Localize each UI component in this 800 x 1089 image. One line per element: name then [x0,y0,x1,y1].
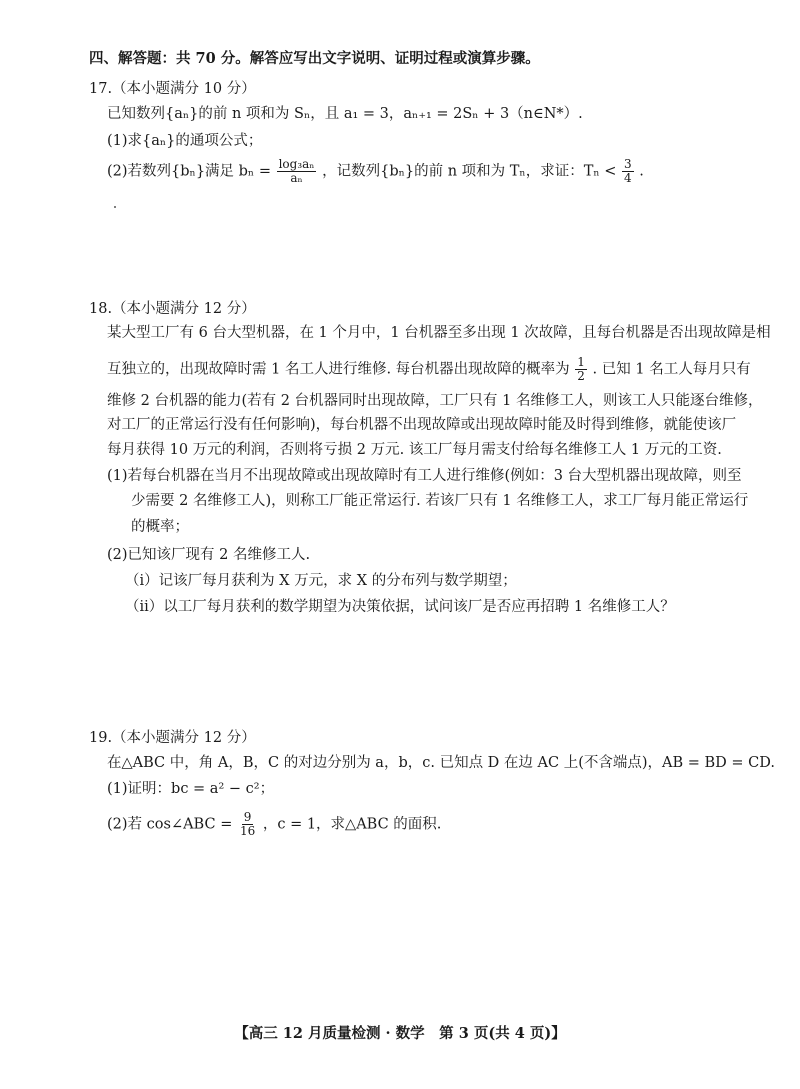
q18-part1-line2: 少需要 2 名维修工人)，则称工厂能正常运行. 若该厂只有 1 名维修工人，求工厂每月能正常运行 [131,493,749,509]
q17-fraction-three-quarters [622,158,634,185]
q19-part2-pre: (2)若 cos∠ABC = [107,816,233,833]
q18-part2-i: （ⅰ）记该厂每月获利为 X 万元，求 X 的分布列与数学期望； [125,573,517,589]
q18-line5: 每月获得 10 万元的利润，否则将亏损 2 万元. 该工厂每月需支付给每名维修工人 1 万元的工资. [107,442,722,458]
q18-line4: 对工厂的正常运行没有任何影响)，每台机器不出现故障或出现故障时能及时得到维修，就能使该厂 [107,417,737,433]
q17-part2 [107,158,644,185]
q17-fraction-log [277,158,317,185]
q18-line3: 维修 2 台机器的能力(若有 2 台机器同时出现故障，工厂只有 1 名维修工人，则该工人只能逐台维修， [107,393,763,409]
q17-part1: (1)求{aₙ}的通项公式； [107,133,263,149]
q19-stem: 在△ABC 中，角 A，B，C 的对边分别为 a，b，c. 已知点 D 在边 AC 上(不含端点)，AB = BD = CD. [107,755,775,771]
q17-part2-mid: ，记数列{bₙ}的前 n 项和为 Tₙ，求证：Tₙ < [322,163,617,180]
q18-line2 [107,356,751,383]
q19-fraction-num: 9 [243,810,252,824]
q18-part2: (2)已知该厂现有 2 名维修工人. [107,547,311,563]
q17-part2-end: . [639,163,644,180]
q18-line1: 某大型工厂有 6 台大型机器，在 1 个月中，1 台机器至多出现 1 次故障，且每台机器是否出现故障是相 [107,325,771,341]
q19-fraction-cos [238,811,257,838]
page-footer: 【高三 12 月质量检测 · 数学 第 3 页(共 4 页)】 [234,1025,566,1042]
q17-title: 17.（本小题满分 10 分） [89,81,256,97]
q18-part2-ii: （ⅱ）以工厂每月获利的数学期望为决策依据，试问该厂是否应再招聘 1 名维修工人？ [125,599,675,615]
q17-fraction2-den: 4 [624,171,632,185]
q19-title: 19.（本小题满分 12 分） [89,730,256,746]
q19-part1: (1)证明：bc = a² − c²； [107,781,275,797]
q18-line2-pre: 互独立的，出现故障时需 1 名工人进行维修. 每台机器出现故障的概率为 [107,361,570,378]
q17-stem: 已知数列{aₙ}的前 n 项和为 Sₙ，且 a₁ = 3，aₙ₊₁ = 2Sₙ + 3（n∈N*）. [107,106,583,122]
q17-part2-pre: (2)若数列{bₙ}满足 bₙ = [107,163,271,180]
q19-part2 [107,811,441,838]
section-header: 四、解答题：共 70 分。解答应写出文字说明、证明过程或演算步骤。 [89,50,540,67]
q17-fraction-log-den: aₙ [290,171,303,185]
q17-fraction2-num: 3 [624,157,632,171]
q18-line2-post: . 已知 1 名工人每月只有 [592,361,751,378]
q18-fraction-num: 1 [577,355,585,369]
q19-fraction-den: 16 [239,824,256,838]
q18-fraction-den: 2 [577,369,585,383]
q18-title: 18.（本小题满分 12 分） [89,301,256,317]
q17-fraction-log-num: log₃aₙ [278,157,315,171]
q18-fraction-half [575,356,587,383]
q18-part1-line1: (1)若每台机器在当月不出现故障或出现故障时有工人进行维修(例如：3 台大型机器出现故障，则至 [107,468,742,484]
stray-dot [114,206,116,208]
q18-part1-line3: 的概率； [131,519,189,535]
q19-part2-post: ，c = 1，求△ABC 的面积. [262,816,442,833]
